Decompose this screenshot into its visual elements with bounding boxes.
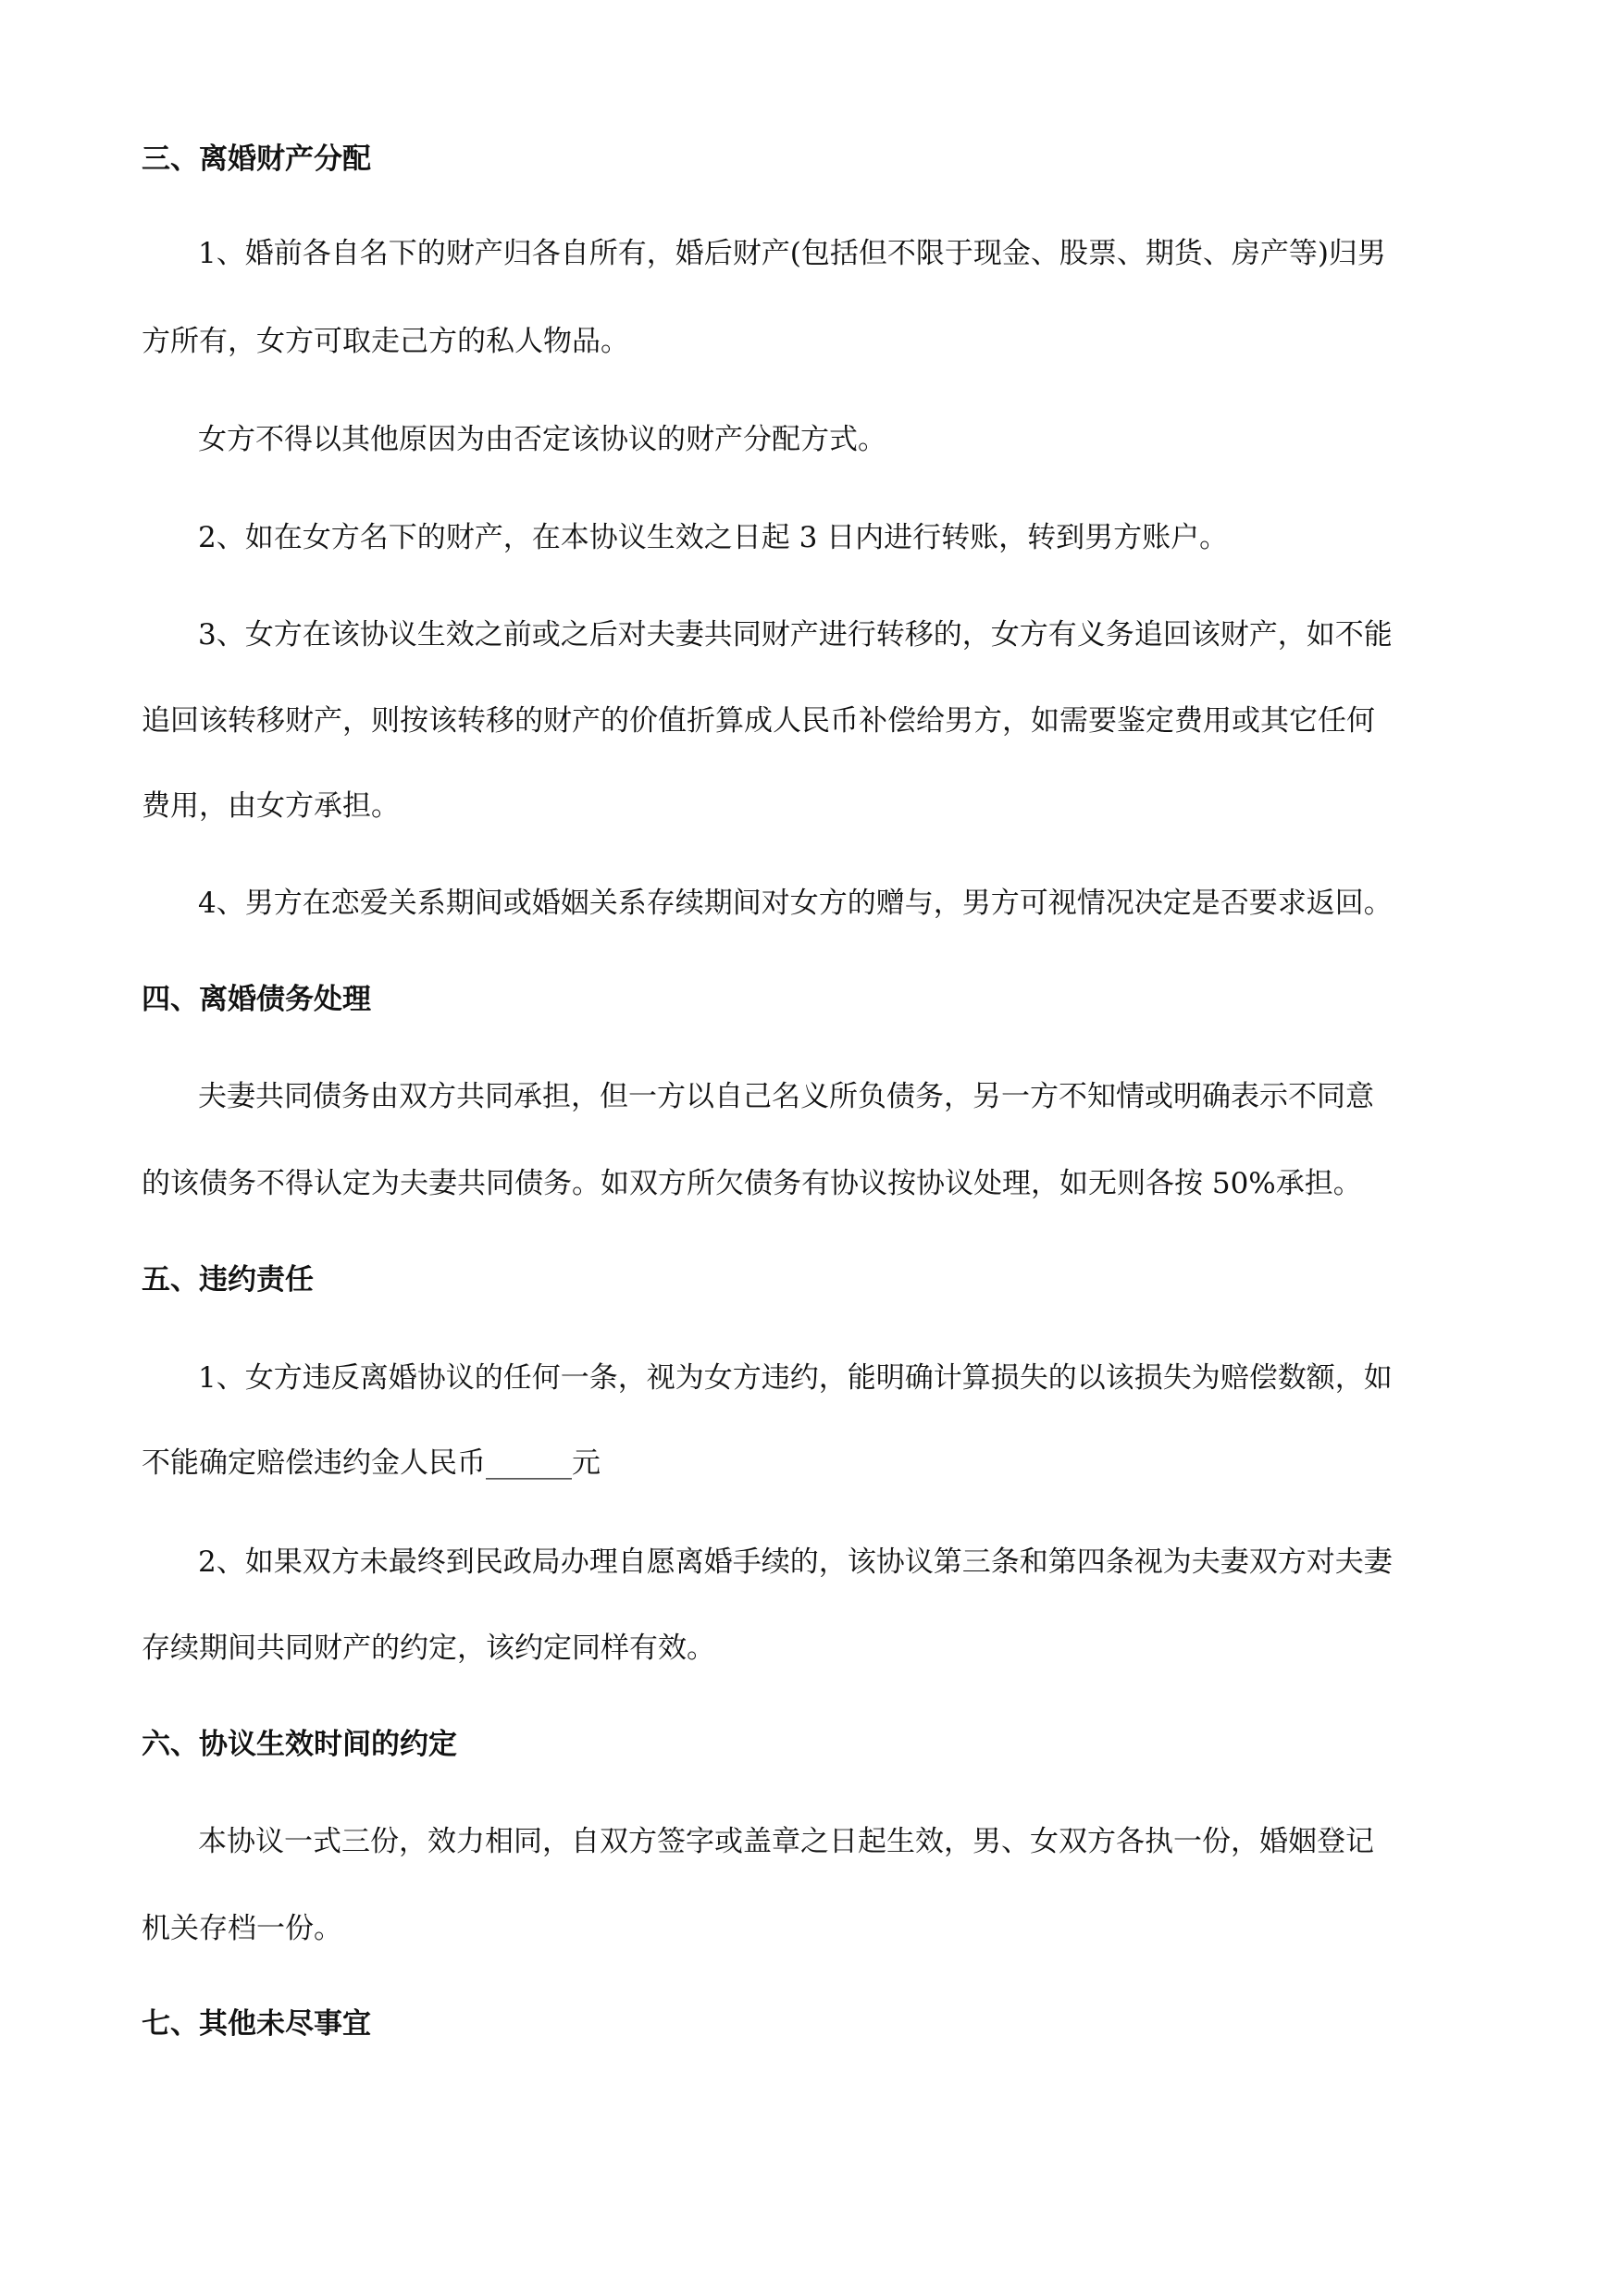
paragraph-line: 本协议一式三份，效力相同，自双方签字或盖章之日起生效，男、女双方各执一份，婚姻登记: [198, 1825, 1374, 1858]
paragraph-line: 2、如在女方名下的财产，在本协议生效之日起 3 日内进行转账，转到男方账户。: [198, 521, 1229, 554]
section-heading-4: 四、离婚债务处理: [142, 983, 371, 1016]
paragraph-line: 存续期间共同财产的约定，该约定同样有效。: [142, 1632, 715, 1665]
section-heading-6: 六、协议生效时间的约定: [142, 1728, 457, 1761]
paragraph-line: 3、女方在该协议生效之前或之后对夫妻共同财产进行转移的，女方有义务追回该财产，如不能: [198, 618, 1393, 652]
section-heading-3: 三、离婚财产分配: [142, 143, 371, 176]
paragraph-line: 1、女方违反离婚协议的任何一条，视为女方违约，能明确计算损失的以该损失为赔偿数额，如: [198, 1361, 1393, 1395]
paragraph-line: 费用，由女方承担。: [142, 789, 400, 823]
paragraph-line: 女方不得以其他原因为由否定该协议的财产分配方式。: [198, 423, 886, 456]
paragraph-line: 机关存档一份。: [142, 1912, 342, 1945]
paragraph-line: 4、男方在恋爱关系期间或婚姻关系存续期间对女方的赠与，男方可视情况决定是否要求返回。: [198, 887, 1393, 920]
paragraph-line: 追回该转移财产，则按该转移的财产的价值折算成人民币补偿给男方，如需要鉴定费用或其它任何: [142, 704, 1375, 738]
paragraph-line: 方所有，女方可取走己方的私人物品。: [142, 325, 629, 358]
paragraph-line: 夫妻共同债务由双方共同承担，但一方以自己名义所负债务，另一方不知情或明确表示不同意: [198, 1080, 1374, 1113]
section-heading-7: 七、其他未尽事宜: [142, 2007, 371, 2041]
paragraph-line: 不能确定赔偿违约金人民币______元: [142, 1446, 601, 1480]
section-heading-5: 五、违约责任: [142, 1263, 314, 1297]
paragraph-line: 的该债务不得认定为夫妻共同债务。如双方所欠债务有协议按协议处理，如无则各按 50%承担。: [142, 1167, 1362, 1200]
paragraph-line: 1、婚前各自名下的财产归各自所有，婚后财产(包括但不限于现金、股票、期货、房产等)归男: [198, 237, 1386, 270]
paragraph-line: 2、如果双方未最终到民政局办理自愿离婚手续的，该协议第三条和第四条视为夫妻双方对夫妻: [198, 1545, 1393, 1579]
